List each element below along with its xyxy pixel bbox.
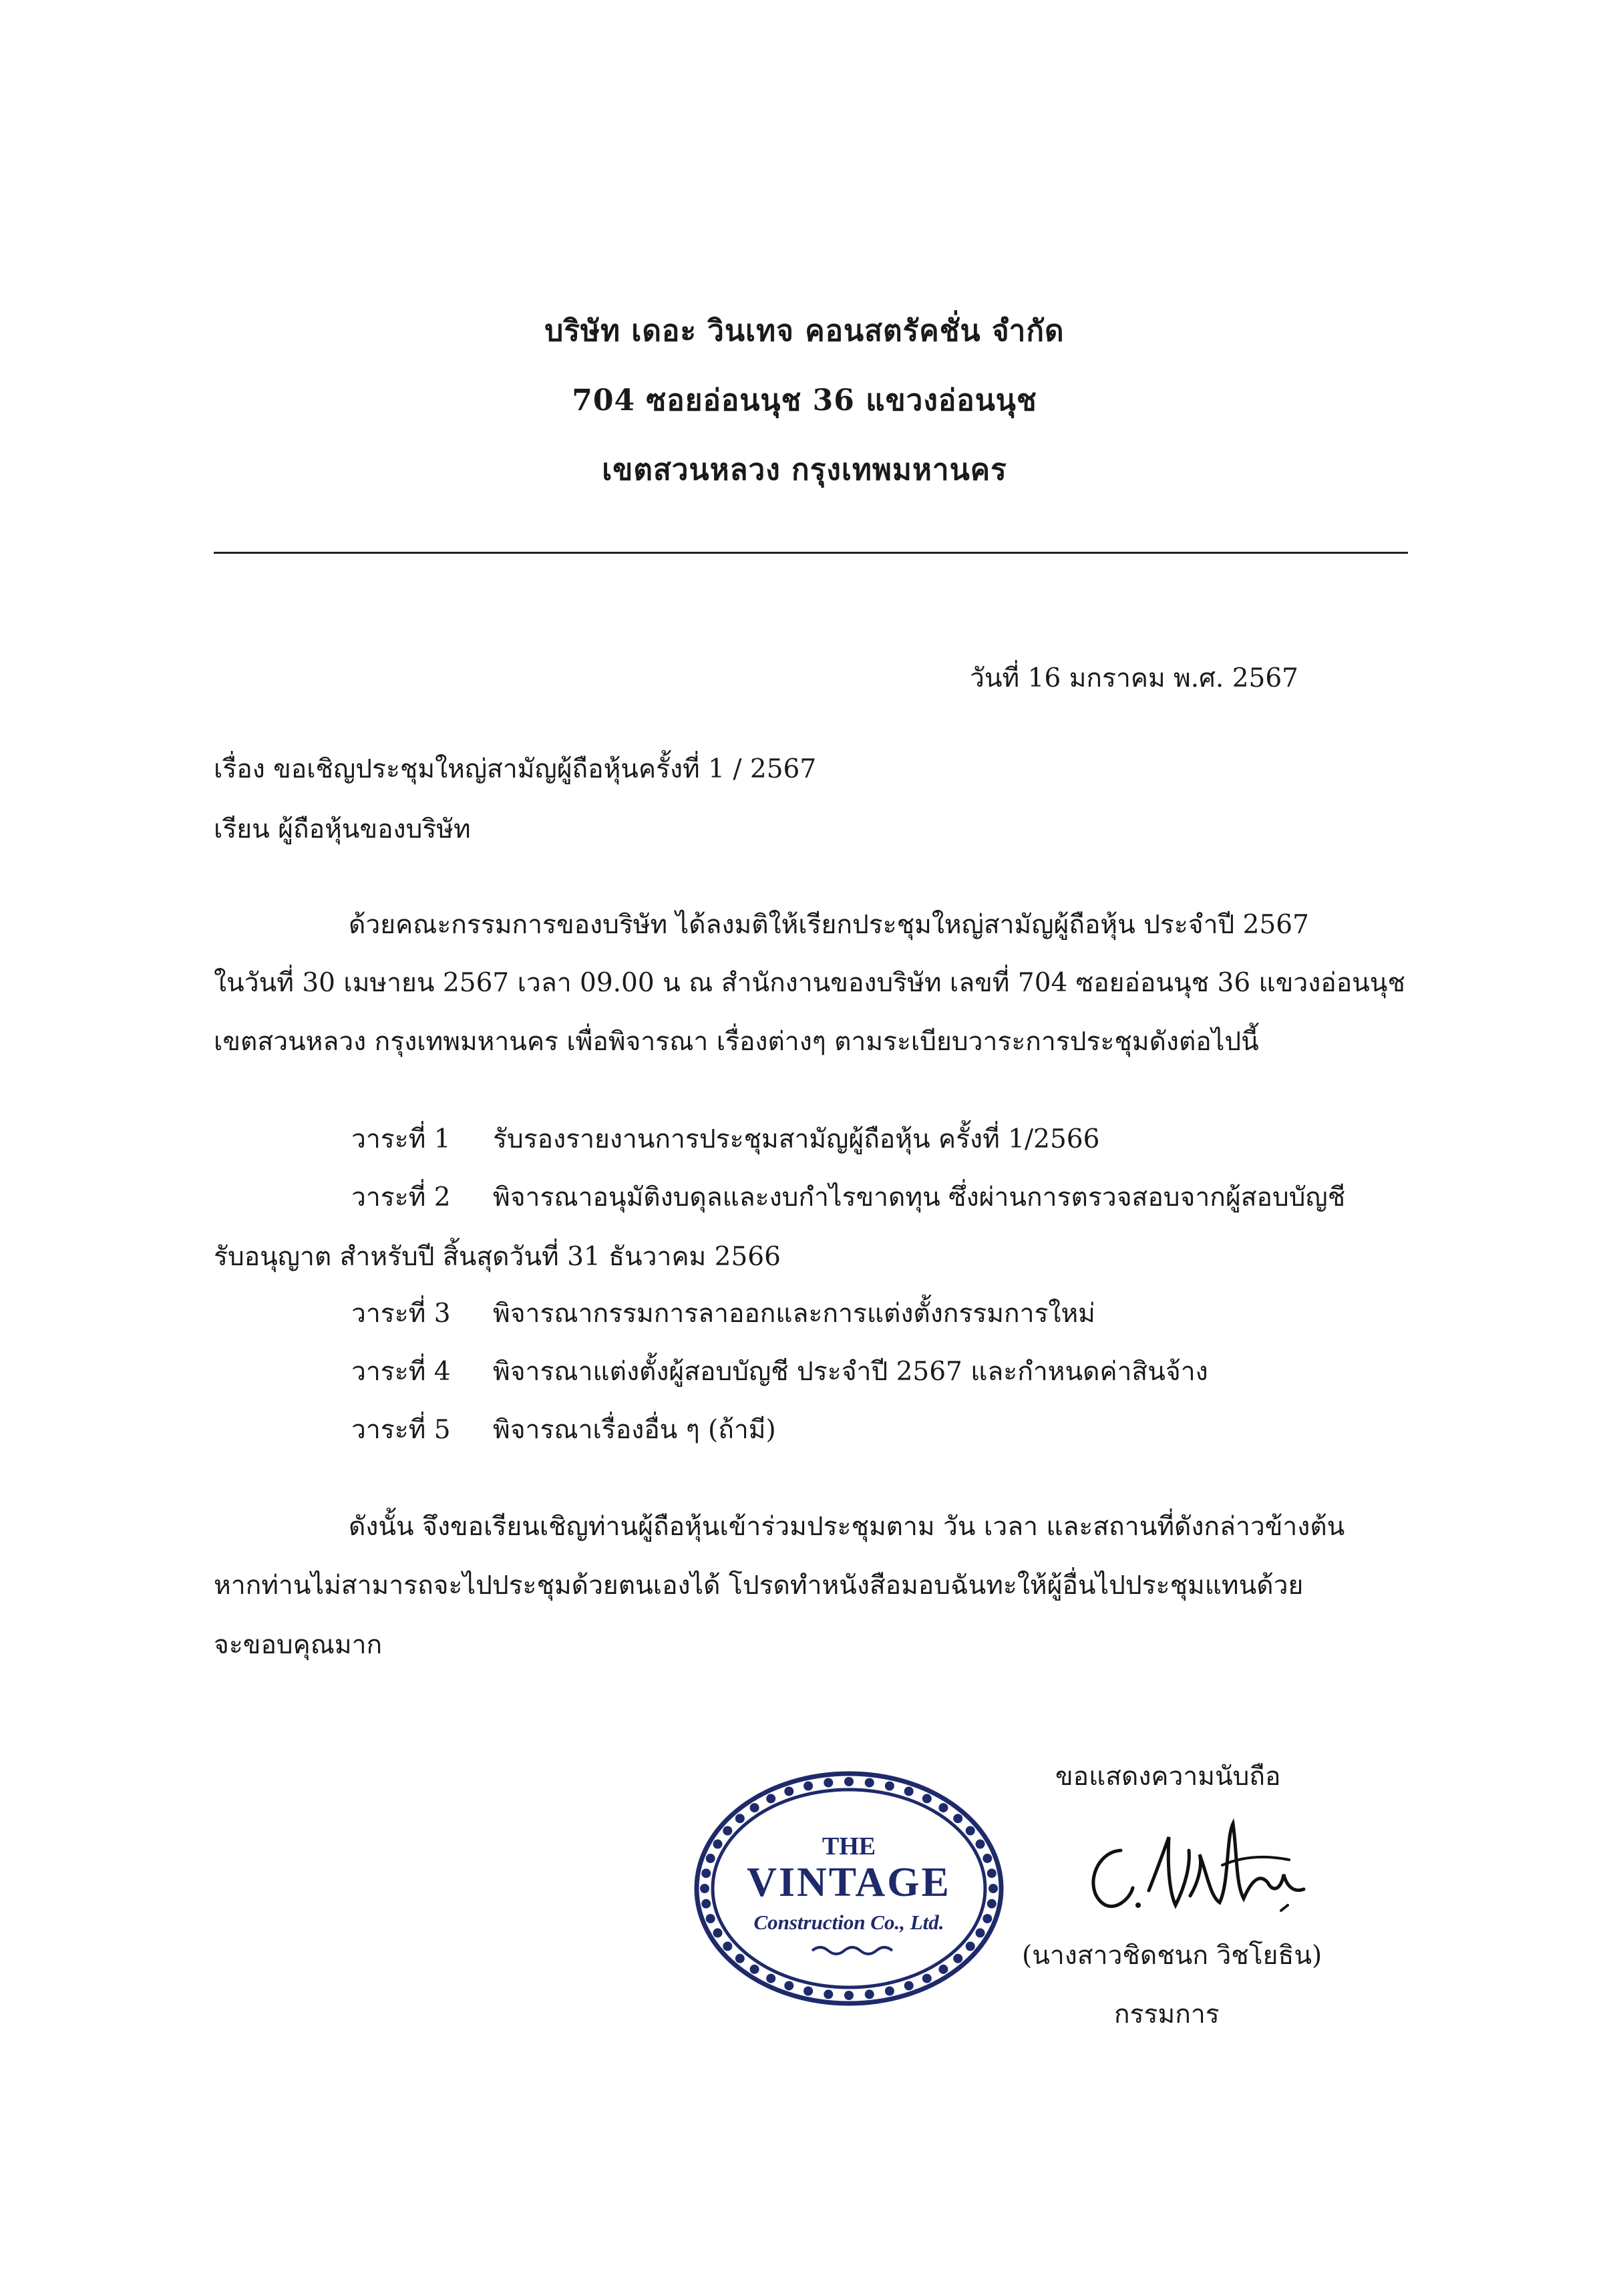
stamp-scallop xyxy=(922,1974,932,1983)
letter-subject: เรื่อง ขอเชิญประชุมใหญ่สามัญผู้ถือหุ้นครั้งที่ 1 / 2567 xyxy=(214,754,817,784)
stamp-scallop xyxy=(966,1942,975,1951)
stamp-scallop xyxy=(865,1778,874,1788)
stamp-scallop xyxy=(701,1868,711,1878)
stamp-scallop xyxy=(824,1989,833,1999)
company-stamp xyxy=(692,1769,1006,2008)
stamp-scallop xyxy=(723,1942,732,1951)
stamp-scallop xyxy=(885,1782,894,1791)
letter-date: วันที่ 16 มกราคม พ.ศ. 2567 xyxy=(970,663,1298,693)
closing-line: ดังนั้น จึงขอเรียนเชิญท่านผู้ถือหุ้นเข้าร่วมประชุมตาม วัน เวลา และสถานที่ดังกล่าวข้างต้น xyxy=(349,1512,1345,1542)
signatory-name: (นางสาวชิดชนก วิชโยธิน) xyxy=(1022,1941,1322,1971)
stamp-scallop xyxy=(987,1868,997,1878)
stamp-scallop xyxy=(938,1965,948,1974)
signatory-position: กรรมการ xyxy=(1114,1999,1220,2029)
stamp-scallop xyxy=(723,1826,732,1836)
agenda-number: วาระที่ 1 xyxy=(351,1124,451,1154)
stamp-scallop xyxy=(987,1899,997,1909)
stamp-scallop xyxy=(803,1782,813,1791)
stamp-scallop xyxy=(844,1991,854,2000)
agenda-text: พิจารณาอนุมัติงบดุลและงบกำไรขาดทุน ซึ่งผ่านการตรวจสอบจากผู้สอบบัญชี xyxy=(493,1182,1346,1212)
agenda-text: พิจารณาแต่งตั้งผู้สอบบัญชี ประจำปี 2567 และกำหนดค่าสินจ้าง xyxy=(493,1357,1208,1387)
closing-line: จะขอบคุณมาก xyxy=(214,1630,383,1660)
stamp-scallop xyxy=(904,1787,914,1796)
stamp-scallop xyxy=(865,1989,874,1999)
stamp-scallop xyxy=(976,1840,985,1849)
stamp-scallop xyxy=(701,1899,711,1909)
agenda-text: รับรองรายงานการประชุมสามัญผู้ถือหุ้น ครั้งที่ 1/2566 xyxy=(493,1124,1100,1154)
agenda-number: วาระที่ 4 xyxy=(351,1357,451,1387)
stamp-scallop xyxy=(966,1826,975,1836)
body-line: ในวันที่ 30 เมษายน 2567 เวลา 09.00 น ณ สำนักงานของบริษัท เลขที่ 704 ซอยอ่อนนุช 36 แขวงอ่อนนุช xyxy=(214,968,1405,998)
agenda-text: พิจารณากรรมการลาออกและการแต่งตั้งกรรมการใหม่ xyxy=(493,1299,1095,1329)
stamp-scallop xyxy=(982,1854,992,1863)
agenda-number: วาระที่ 5 xyxy=(351,1415,451,1445)
stamp-text-vintage: VINTAGE xyxy=(747,1860,951,1905)
stamp-scallop xyxy=(976,1929,985,1938)
stamp-scallop xyxy=(904,1981,914,1991)
stamp-text-the: THE xyxy=(822,1832,876,1860)
stamp-scallop xyxy=(982,1914,992,1923)
stamp-scallop xyxy=(938,1803,948,1812)
company-address-line1: 704 ซอยอ่อนนุช 36 แขวงอ่อนนุช xyxy=(572,383,1037,418)
stamp-scallop xyxy=(735,1814,745,1823)
closing-line: หากท่านไม่สามารถจะไปประชุมด้วยตนเองได้ โปรดทำหนังสือมอบฉันทะให้ผู้อื่นไปประชุมแทนด้วย xyxy=(214,1571,1304,1601)
agenda-text: พิจารณาเรื่องอื่น ๆ (ถ้ามี) xyxy=(493,1415,776,1445)
company-name: บริษัท เดอะ วินเทจ คอนสตรัคชั่น จำกัด xyxy=(544,314,1065,348)
stamp-scallop xyxy=(953,1954,962,1963)
company-address-line2: เขตสวนหลวง กรุงเทพมหานคร xyxy=(602,453,1007,487)
stamp-text-company: Construction Co., Ltd. xyxy=(753,1911,944,1934)
stamp-scallop xyxy=(803,1987,813,1996)
header-divider xyxy=(214,552,1408,554)
stamp-scallop xyxy=(844,1777,854,1786)
agenda-text-continuation: รับอนุญาต สำหรับปี สิ้นสุดวันที่ 31 ธันวาคม 2566 xyxy=(214,1242,781,1272)
handwritten-signature xyxy=(1069,1810,1316,1931)
closing-regards: ขอแสดงความนับถือ xyxy=(1055,1762,1281,1792)
body-line: เขตสวนหลวง กรุงเทพมหานคร เพื่อพิจารณา เรื่องต่างๆ ตามระเบียบวาระการประชุมดังต่อไปนี้ xyxy=(214,1027,1259,1057)
stamp-scallop xyxy=(706,1914,715,1923)
stamp-scallop xyxy=(784,1981,793,1991)
stamp-scallop xyxy=(824,1778,833,1788)
stamp-scallop xyxy=(989,1884,998,1893)
body-line: ด้วยคณะกรรมการของบริษัท ได้ลงมติให้เรียกประชุมใหญ่สามัญผู้ถือหุ้น ประจำปี 2567 xyxy=(349,910,1309,940)
stamp-scallop xyxy=(922,1794,932,1803)
agenda-number: วาระที่ 3 xyxy=(351,1299,451,1329)
stamp-scallop xyxy=(766,1974,775,1983)
letter-addressee: เรียน ผู้ถือหุ้นของบริษัท xyxy=(214,814,471,844)
stamp-scallop xyxy=(735,1954,745,1963)
stamp-scallop xyxy=(885,1987,894,1996)
stamp-scallop xyxy=(700,1884,709,1893)
stamp-scallop xyxy=(784,1787,793,1796)
stamp-scallop xyxy=(953,1814,962,1823)
stamp-scallop xyxy=(750,1803,759,1812)
stamp-scallop xyxy=(706,1854,715,1863)
agenda-number: วาระที่ 2 xyxy=(351,1182,451,1212)
stamp-scallop xyxy=(713,1840,723,1849)
stamp-scallop xyxy=(713,1929,723,1938)
stamp-scallop xyxy=(766,1794,775,1803)
stamp-scallop xyxy=(750,1965,759,1974)
